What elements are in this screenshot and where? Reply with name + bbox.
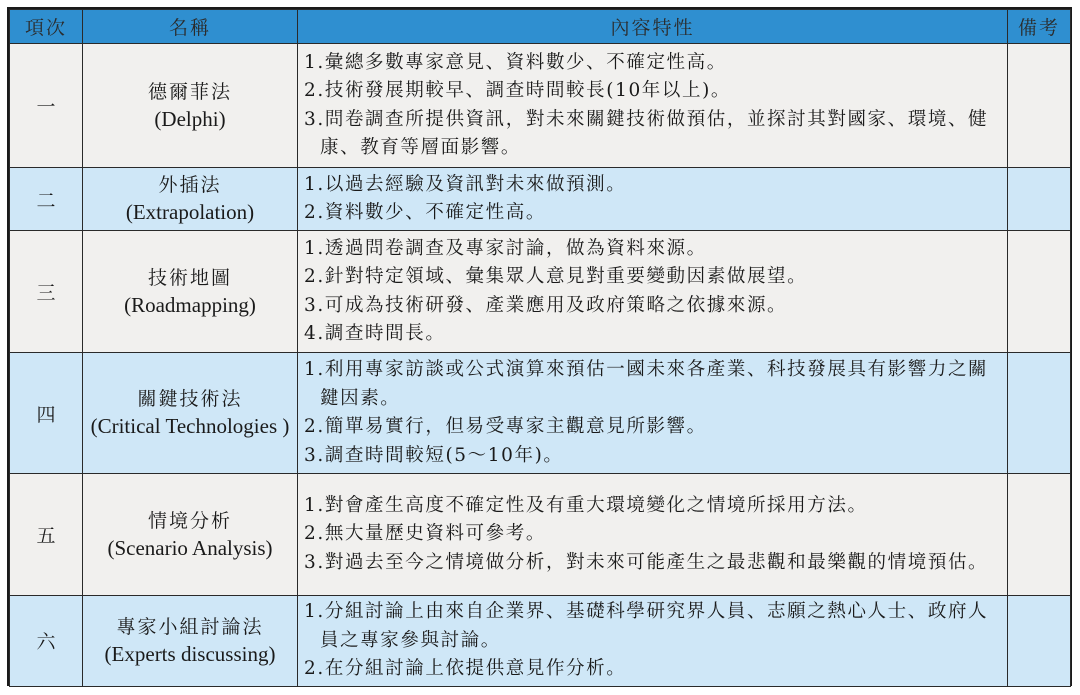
content-list — [304, 171, 1001, 228]
content-list — [304, 49, 1001, 163]
method-name-en: (Roadmapping) — [124, 292, 256, 317]
method-name — [83, 474, 298, 596]
row-number: 五 — [10, 474, 83, 596]
content-list — [304, 598, 1001, 684]
content-item: 3.問卷調查所提供資訊，對未來關鍵技術做預估，並探討其對國家、環境、健康、教育等層面影響。 — [304, 108, 989, 158]
method-name — [83, 596, 298, 687]
method-content — [298, 44, 1008, 168]
content-list — [304, 356, 1001, 470]
method-name — [83, 44, 298, 168]
table-row — [10, 474, 1071, 596]
table-row — [10, 596, 1071, 687]
method-name-zh: 情境分析 — [147, 509, 232, 532]
header-name: 名稱 — [83, 10, 298, 44]
remark-cell — [1008, 44, 1071, 168]
method-name — [83, 231, 298, 353]
table-row — [10, 231, 1071, 353]
remark-cell — [1008, 353, 1071, 474]
table-row — [10, 353, 1071, 474]
row-number: 四 — [10, 353, 83, 474]
content-item: 3.調查時間較短(5～10年)。 — [304, 444, 564, 466]
content-item: 2.針對特定領域、彙集眾人意見對重要變動因素做展望。 — [304, 266, 808, 287]
content-list — [304, 492, 1001, 578]
method-name-zh: 關鍵技術法 — [137, 388, 243, 410]
method-name-en: (Delphi) — [154, 106, 226, 131]
content-item: 1.彙總多數專家意見、資料數少、不確定性高。 — [304, 51, 727, 73]
method-name-en: (Scenario Analysis) — [107, 535, 273, 560]
method-content — [298, 231, 1008, 353]
row-number: 六 — [10, 596, 83, 687]
content-item: 2.簡單易實行，但易受專家主觀意見所影響。 — [304, 416, 707, 437]
method-name-zh: 外插法 — [158, 174, 222, 196]
row-number: 三 — [10, 231, 83, 353]
method-name — [83, 168, 298, 231]
content-item: 2.技術發展期較早、調查時間較長(10年以上)。 — [304, 80, 732, 101]
header-num: 項次 — [10, 10, 83, 44]
method-content — [298, 596, 1008, 687]
content-item: 2.在分組討論上依提供意見作分析。 — [304, 658, 627, 679]
content-item: 1.以過去經驗及資訊對未來做預測。 — [304, 173, 627, 195]
content-item: 1.透過問卷調查及專家討論，做為資料來源。 — [304, 237, 707, 259]
method-name-en: (Extrapolation) — [125, 200, 255, 224]
method-name-zh: 德爾菲法 — [147, 80, 232, 103]
content-item: 3.對過去至今之情境做分析，對未來可能產生之最悲觀和最樂觀的情境預估。 — [304, 551, 989, 573]
forecast-methods-table — [9, 9, 1071, 687]
method-name-en: (Experts discussing) — [104, 641, 276, 666]
content-list — [304, 235, 1001, 349]
method-name — [83, 353, 298, 474]
content-item: 2.無大量歷史資料可參考。 — [304, 523, 546, 545]
remark-cell — [1008, 168, 1071, 231]
content-item: 4.調查時間長。 — [304, 323, 446, 344]
remark-cell — [1008, 596, 1071, 687]
remark-cell — [1008, 231, 1071, 353]
method-content — [298, 474, 1008, 596]
method-content — [298, 353, 1008, 474]
row-number: 一 — [10, 44, 83, 168]
header-row — [10, 10, 1071, 44]
method-name-en: (Critical Technologies ) — [90, 414, 290, 438]
row-number: 二 — [10, 168, 83, 231]
method-name-zh: 專家小組討論法 — [116, 615, 264, 638]
method-name-zh: 技術地圖 — [147, 266, 232, 289]
header-remark: 備考 — [1008, 10, 1071, 44]
content-item: 1.分組討論上由來自企業界、基礎科學研究界人員、志願之熱心人士、政府人員之專家參與討論。 — [304, 601, 989, 651]
table-row — [10, 44, 1071, 168]
table-row — [10, 168, 1071, 231]
header-content: 內容特性 — [298, 10, 1008, 44]
content-item: 2.資料數少、不確定性高。 — [304, 202, 546, 223]
method-content — [298, 168, 1008, 231]
content-item: 1.利用專家訪談或公式演算來預估一國未來各產業、科技發展具有影響力之關鍵因素。 — [304, 359, 989, 409]
remark-cell — [1008, 474, 1071, 596]
content-item: 3.可成為技術研發、產業應用及政府策略之依據來源。 — [304, 294, 788, 316]
content-item: 1.對會產生高度不確定性及有重大環境變化之情境所採用方法。 — [304, 494, 868, 516]
